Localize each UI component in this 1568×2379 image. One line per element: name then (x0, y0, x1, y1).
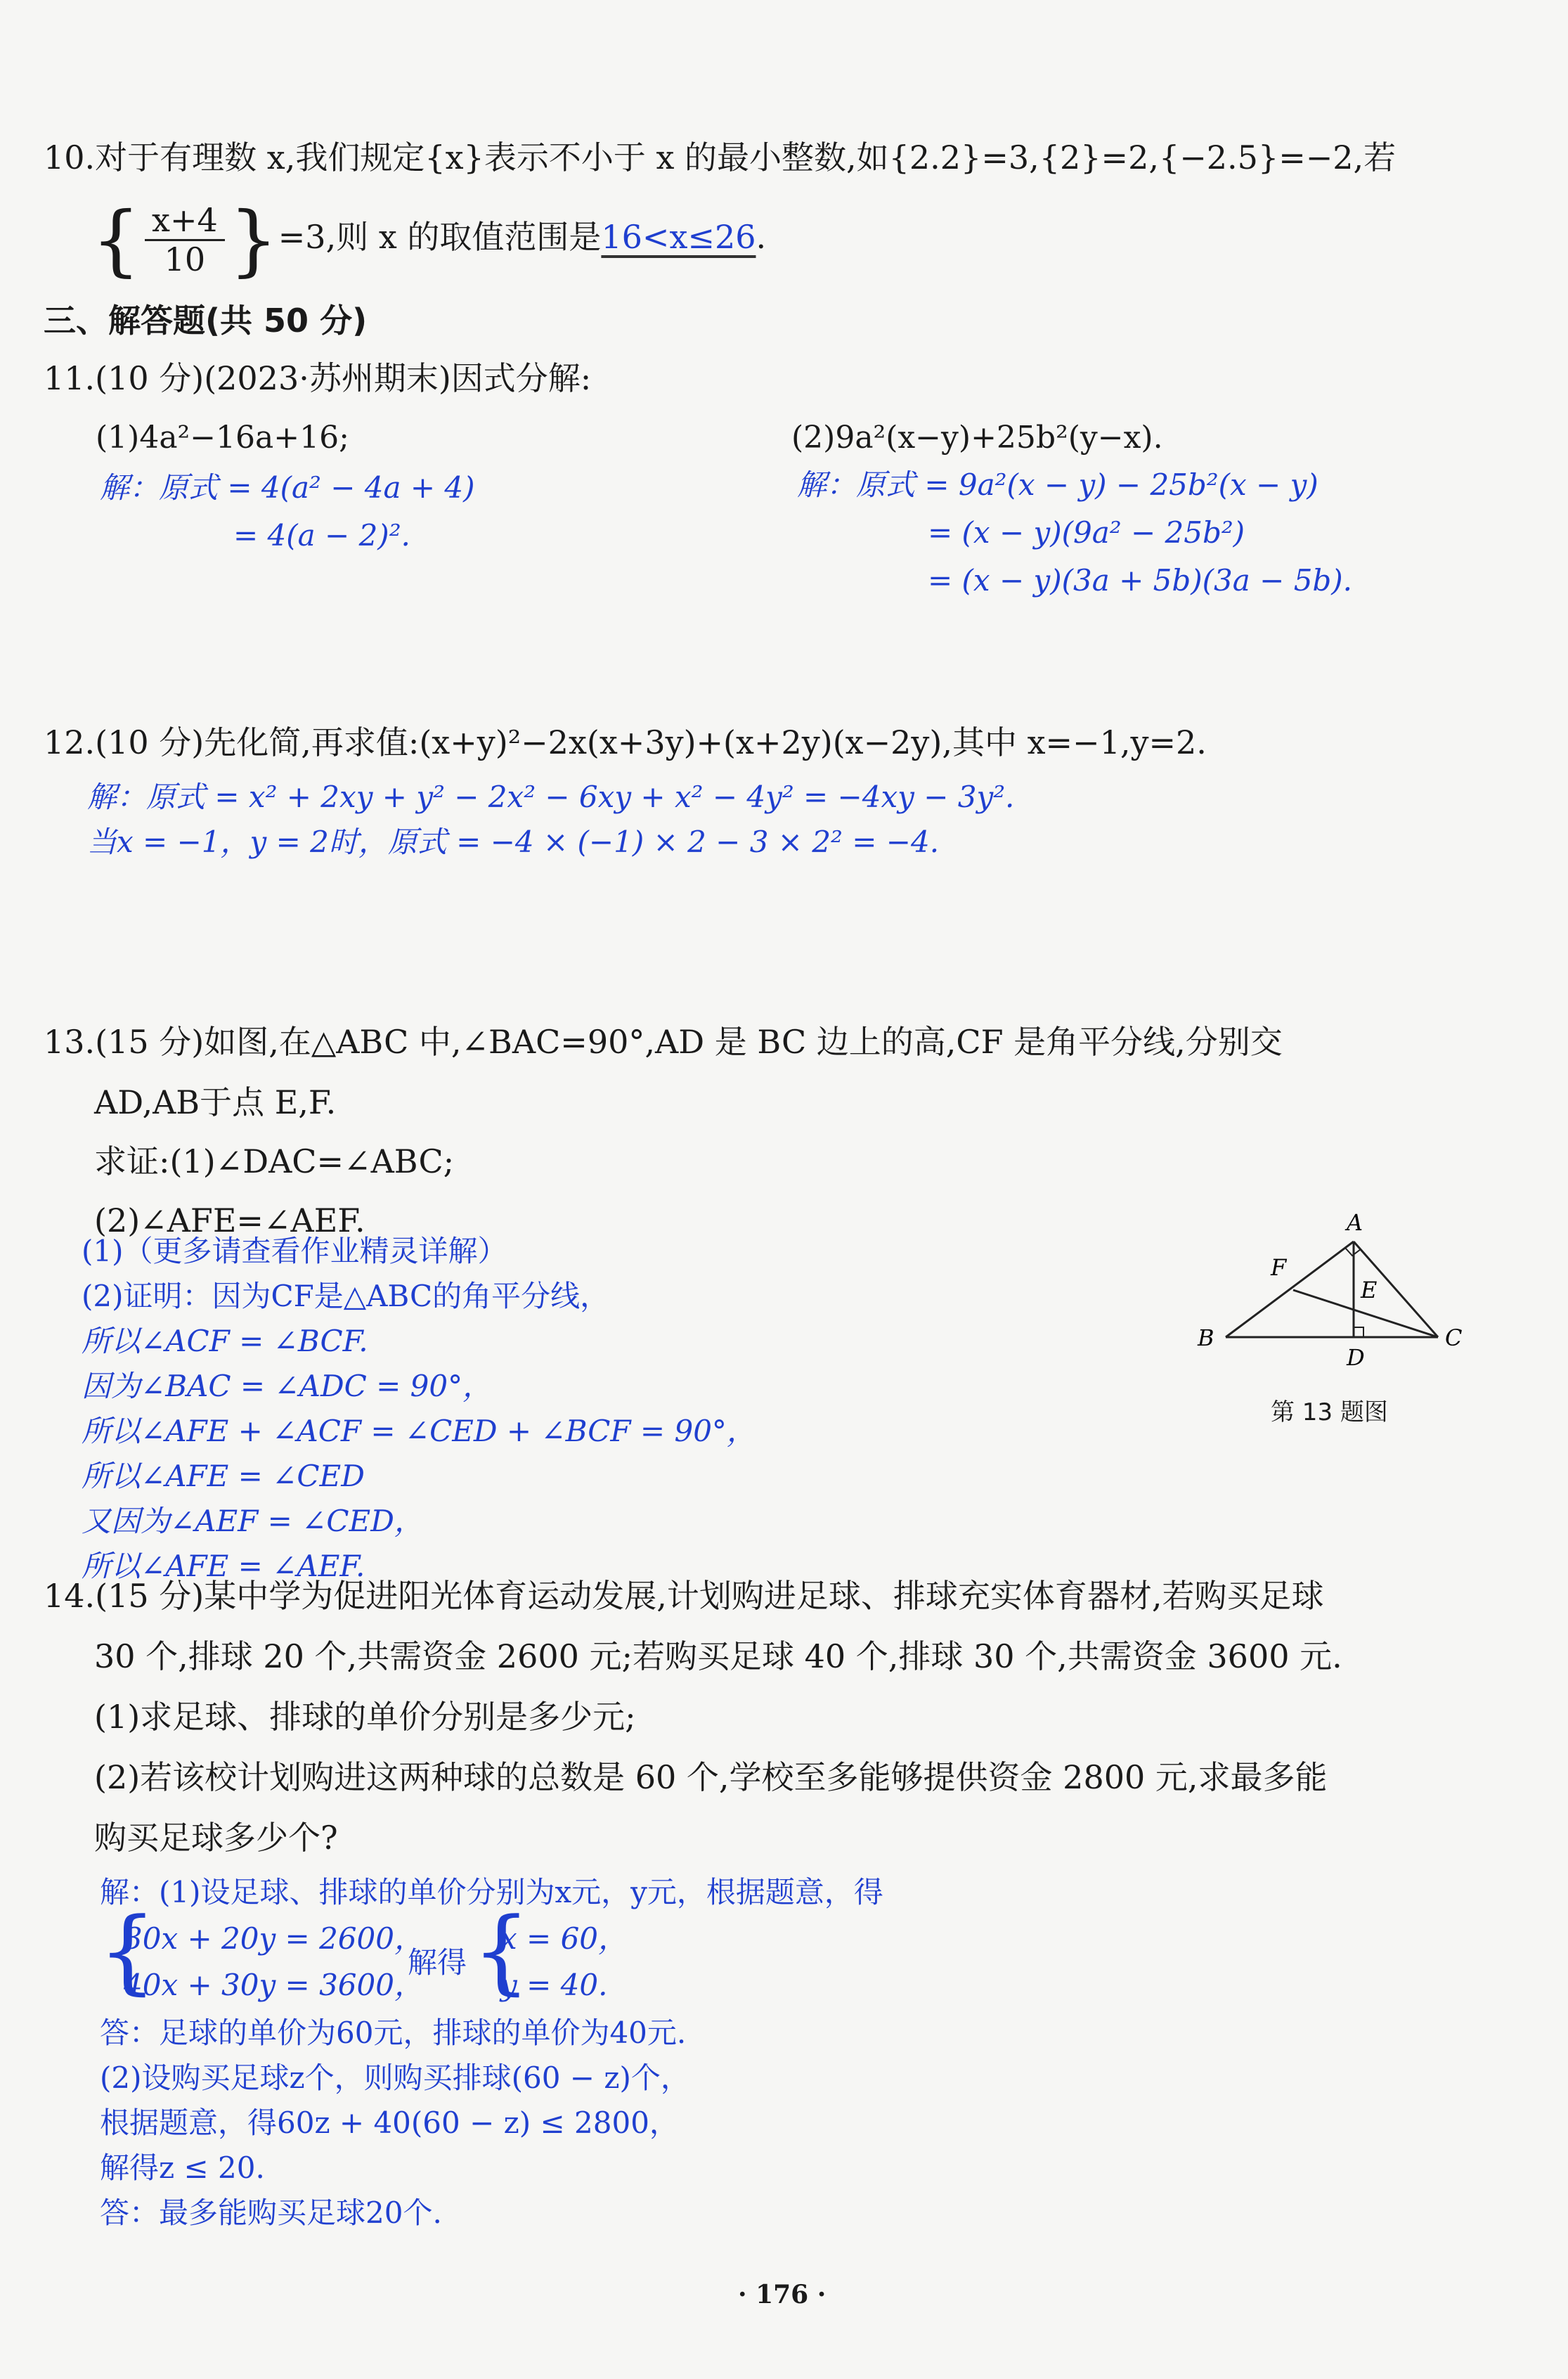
side-ab (1226, 1242, 1354, 1337)
q10-condition: =3,则 x 的取值范围是 (278, 218, 602, 256)
label-b: B (1198, 1324, 1214, 1351)
q14-stem-line3: (1)求足球、排球的单价分别是多少元; (94, 1698, 636, 1736)
q14-answer-line3: (2)设购买足球z个，则购买排球(60 − z)个， (100, 2061, 690, 2095)
q13-answer-line8: 所以∠AFE = ∠AEF. (82, 1549, 365, 1583)
q11-part1: (1)4a²−16a+16; (96, 420, 349, 456)
q11-stem: 11.(10 分)(2023·苏州期末)因式分解: (44, 359, 592, 397)
q11-answer1-line1: 解：原式 = 4(a² − 4a + 4) (100, 470, 475, 505)
q11-answer2-line2: = (x − y)(9a² − 25b²) (928, 515, 1245, 550)
q11-part2: (2)9a²(x−y)+25b²(y−x). (791, 420, 1163, 456)
q12-answer-line1: 解：原式 = x² + 2xy + y² − 2x² − 6xy + x² − 4y² = −4xy − 3y². (87, 780, 1015, 814)
q13-answer-line4: 因为∠BAC = ∠ADC = 90°， (82, 1369, 493, 1403)
q10-line1: 10.对于有理数 x,我们规定{x}表示不小于 x 的最小整数,如{2.2}=3,{2}=2,{−2.5}=−2,若 (44, 138, 1397, 176)
q14-stem-line5: 购买足球多少个? (94, 1819, 338, 1857)
brace-right: } (228, 195, 278, 285)
q13-answer-line6: 所以∠AFE = ∠CED (82, 1459, 365, 1493)
q11-answer2-line1: 解：原式 = 9a²(x − y) − 25b²(x − y) (797, 468, 1318, 502)
label-a: A (1347, 1209, 1363, 1236)
q13-stem-line4: (2)∠AFE=∠AEF. (94, 1201, 365, 1239)
fraction (145, 202, 225, 278)
q11-answer1-line2: = 4(a − 2)². (233, 518, 410, 553)
q13-stem-line2: AD,AB于点 E,F. (94, 1083, 337, 1121)
solve-label: 解得 (408, 1945, 467, 1980)
q12-answer-line2: 当x = −1，y = 2时，原式 = −4 × (−1) × 2 − 3 × 2² = −4. (87, 825, 940, 859)
q13-answer-line1: (1)（更多请查看作业精灵详解） (82, 1234, 507, 1268)
label-d: D (1347, 1344, 1365, 1371)
section-title: 三、解答题(共 50 分) (44, 302, 368, 340)
q14-stem-line1: 14.(15 分)某中学为促进阳光体育运动发展,计划购进足球、排球充实体育器材,若购买足球 (44, 1577, 1324, 1615)
right-angle-mark-d (1354, 1327, 1363, 1337)
page-number: · 176 · (738, 2280, 827, 2309)
solution-1: x = 60， (500, 1921, 628, 1956)
fraction-numerator: x+4 (145, 202, 225, 241)
q13-answer-line2: (2)证明：因为CF是△ABC的角平分线， (82, 1279, 610, 1313)
equation-2: 40x + 30y = 3600， (124, 1968, 424, 2002)
q14-stem-line2: 30 个,排球 20 个,共需资金 2600 元;若购买足球 40 个,排球 30 个,共需资金 3600 元. (94, 1637, 1342, 1675)
q13-stem-line1: 13.(15 分)如图,在△ABC 中,∠BAC=90°,AD 是 BC 边上的高,CF 是角平分线,分别交 (44, 1023, 1283, 1061)
q10-line2 (91, 195, 767, 285)
q11-answer2-line3: = (x − y)(3a + 5b)(3a − 5b). (928, 563, 1353, 598)
q14-answer-line5: 解得z ≤ 20. (100, 2151, 265, 2185)
brace-left: { (91, 195, 141, 285)
q13-answer-line3: 所以∠ACF = ∠BCF. (82, 1324, 368, 1358)
q14-answer-line6: 答：最多能购买足球20个. (100, 2196, 442, 2230)
q10-end: . (756, 218, 767, 256)
system-brace: { (98, 1897, 157, 2004)
q14-answer-line1: 解：(1)设足球、排球的单价分别为x元，y元，根据题意，得 (100, 1875, 883, 1909)
label-e: E (1361, 1277, 1378, 1303)
q13-answer-line5: 所以∠AFE + ∠ACF = ∠CED + ∠BCF = 90°， (82, 1414, 756, 1448)
label-c: C (1445, 1324, 1463, 1351)
solution-brace: { (472, 1897, 531, 2004)
q14-answer-line4: 根据题意，得60z + 40(60 − z) ≤ 2800， (100, 2106, 679, 2140)
q12-stem: 12.(10 分)先化简,再求值:(x+y)²−2x(x+3y)+(x+2y)(x−2y),其中 x=−1,y=2. (44, 723, 1207, 761)
q13-stem-line3: 求证:(1)∠DAC=∠ABC; (94, 1142, 455, 1180)
equation-1: 30x + 20y = 2600， (124, 1921, 424, 1956)
q14-answer-line2: 答：足球的单价为60元，排球的单价为40元. (100, 2016, 687, 2050)
label-f: F (1271, 1254, 1287, 1281)
q13-answer-line7: 又因为∠AEF = ∠CED， (82, 1504, 424, 1538)
q14-stem-line4: (2)若该校计划购进这两种球的总数是 60 个,学校至多能够提供资金 2800 元,求最多能 (94, 1758, 1328, 1796)
q10-answer-blank: 16<x≤26 (601, 218, 756, 256)
fraction-denominator: 10 (164, 240, 206, 278)
figure-caption: 第 13 题图 (1271, 1398, 1388, 1426)
solution-2: y = 40. (500, 1968, 608, 2002)
